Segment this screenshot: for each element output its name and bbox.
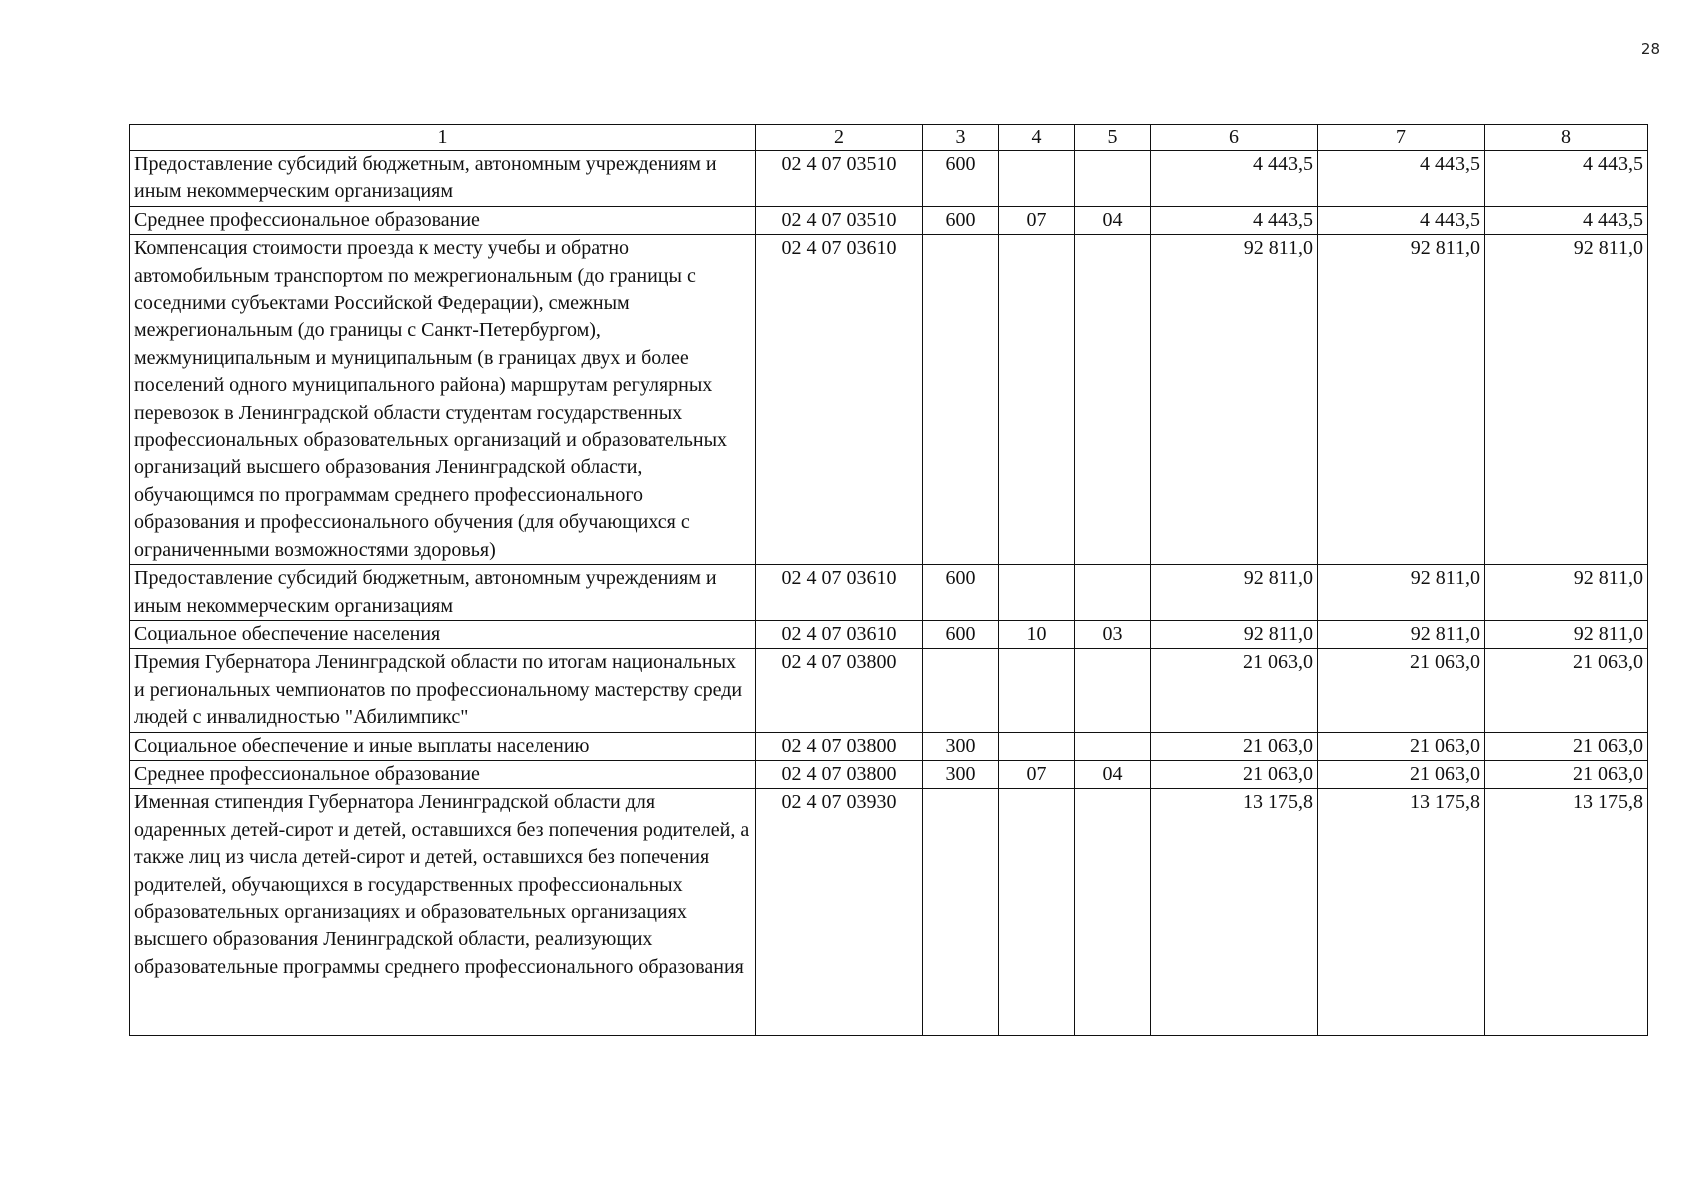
row-expense-type	[923, 789, 999, 1036]
header-col-8: 8	[1485, 125, 1648, 151]
page-number: 28	[1640, 40, 1660, 58]
row-amount-1: 13 175,8	[1151, 789, 1318, 1036]
row-amount-2: 13 175,8	[1318, 789, 1485, 1036]
row-name: Премия Губернатора Ленинградской области по итогам национальных и региональных чемпионатов по профессиональному мастерству среди людей с инвалидностью "Абилимпикс"	[130, 649, 756, 732]
row-name: Социальное обеспечение населения	[130, 620, 756, 648]
row-expense-type: 600	[923, 565, 999, 621]
header-col-3: 3	[923, 125, 999, 151]
row-target-article: 02 4 07 03800	[756, 649, 923, 732]
row-subsection	[1075, 151, 1151, 207]
header-col-4: 4	[999, 125, 1075, 151]
row-amount-2: 92 811,0	[1318, 565, 1485, 621]
row-amount-2: 92 811,0	[1318, 620, 1485, 648]
row-amount-3: 4 443,5	[1485, 151, 1648, 207]
row-subsection: 04	[1075, 206, 1151, 234]
row-target-article: 02 4 07 03610	[756, 620, 923, 648]
row-amount-1: 21 063,0	[1151, 649, 1318, 732]
row-subsection: 03	[1075, 620, 1151, 648]
row-name: Предоставление субсидий бюджетным, автономным учреждениям и иным некоммерческим организациям	[130, 565, 756, 621]
row-amount-1: 92 811,0	[1151, 565, 1318, 621]
row-amount-3: 4 443,5	[1485, 206, 1648, 234]
row-subsection	[1075, 235, 1151, 565]
row-expense-type	[923, 649, 999, 732]
table-row	[130, 649, 1648, 732]
row-name: Предоставление субсидий бюджетным, автономным учреждениям и иным некоммерческим организациям	[130, 151, 756, 207]
row-subsection	[1075, 789, 1151, 1036]
row-expense-type: 300	[923, 732, 999, 760]
row-target-article: 02 4 07 03610	[756, 565, 923, 621]
row-section	[999, 235, 1075, 565]
table-row	[130, 151, 1648, 207]
row-amount-1: 21 063,0	[1151, 760, 1318, 788]
table-body	[130, 125, 1648, 1036]
table-row	[130, 789, 1648, 1036]
table-row	[130, 732, 1648, 760]
row-name: Именная стипендия Губернатора Ленинградской области для одаренных детей-сирот и детей, оставшихся без попечения родителей, а также лиц из числа детей-сирот и детей, оставшихся без попечения родителей, обучающихся в государственных профессиональных образовательных организациях и образовательных организациях высшего образования Ленинградской области, реализующих образовательные программы среднего профессионального образования	[130, 789, 756, 1036]
row-target-article: 02 4 07 03510	[756, 206, 923, 234]
row-name: Среднее профессиональное образование	[130, 206, 756, 234]
header-col-7: 7	[1318, 125, 1485, 151]
row-name: Компенсация стоимости проезда к месту учебы и обратно автомобильным транспортом по межрегиональным (до границы с соседними субъектами Российской Федерации), смежным межрегиональным (до границы с Санкт-Петербургом), межмуниципальным и муниципальным (в границах двух и более поселений одного муниципального района) маршрутам регулярных перевозок в Ленинградской области студентам государственных профессиональных образовательных организаций и образовательных организаций высшего образования Ленинградской области, обучающимся по программам среднего профессионального образования и профессионального обучения (для обучающихся с ограниченными возможностями здоровья)	[130, 235, 756, 565]
row-amount-3: 13 175,8	[1485, 789, 1648, 1036]
row-expense-type: 600	[923, 206, 999, 234]
header-col-1: 1	[130, 125, 756, 151]
row-target-article: 02 4 07 03930	[756, 789, 923, 1036]
table-header-row	[130, 125, 1648, 151]
row-amount-3: 21 063,0	[1485, 760, 1648, 788]
row-expense-type: 300	[923, 760, 999, 788]
row-amount-2: 21 063,0	[1318, 732, 1485, 760]
header-col-6: 6	[1151, 125, 1318, 151]
row-target-article: 02 4 07 03800	[756, 732, 923, 760]
row-amount-1: 4 443,5	[1151, 206, 1318, 234]
row-amount-2: 21 063,0	[1318, 760, 1485, 788]
row-subsection	[1075, 565, 1151, 621]
header-col-5: 5	[1075, 125, 1151, 151]
table-row	[130, 235, 1648, 565]
table-row	[130, 620, 1648, 648]
row-name: Среднее профессиональное образование	[130, 760, 756, 788]
header-col-2: 2	[756, 125, 923, 151]
table-row	[130, 206, 1648, 234]
row-amount-1: 21 063,0	[1151, 732, 1318, 760]
row-subsection: 04	[1075, 760, 1151, 788]
row-section: 10	[999, 620, 1075, 648]
row-section	[999, 649, 1075, 732]
budget-table	[129, 124, 1648, 1036]
row-expense-type	[923, 235, 999, 565]
row-subsection	[1075, 732, 1151, 760]
row-target-article: 02 4 07 03510	[756, 151, 923, 207]
row-target-article: 02 4 07 03800	[756, 760, 923, 788]
row-amount-1: 92 811,0	[1151, 620, 1318, 648]
row-amount-1: 92 811,0	[1151, 235, 1318, 565]
row-section: 07	[999, 206, 1075, 234]
row-amount-2: 92 811,0	[1318, 235, 1485, 565]
table-row	[130, 565, 1648, 621]
row-target-article: 02 4 07 03610	[756, 235, 923, 565]
row-name: Социальное обеспечение и иные выплаты населению	[130, 732, 756, 760]
row-amount-3: 92 811,0	[1485, 235, 1648, 565]
row-amount-3: 92 811,0	[1485, 565, 1648, 621]
row-subsection	[1075, 649, 1151, 732]
row-amount-3: 92 811,0	[1485, 620, 1648, 648]
row-section	[999, 151, 1075, 207]
row-amount-2: 4 443,5	[1318, 151, 1485, 207]
row-amount-3: 21 063,0	[1485, 732, 1648, 760]
row-expense-type: 600	[923, 620, 999, 648]
row-amount-1: 4 443,5	[1151, 151, 1318, 207]
row-expense-type: 600	[923, 151, 999, 207]
row-section	[999, 565, 1075, 621]
row-amount-2: 4 443,5	[1318, 206, 1485, 234]
row-amount-2: 21 063,0	[1318, 649, 1485, 732]
table-row	[130, 760, 1648, 788]
row-section: 07	[999, 760, 1075, 788]
row-amount-3: 21 063,0	[1485, 649, 1648, 732]
row-section	[999, 732, 1075, 760]
row-section	[999, 789, 1075, 1036]
